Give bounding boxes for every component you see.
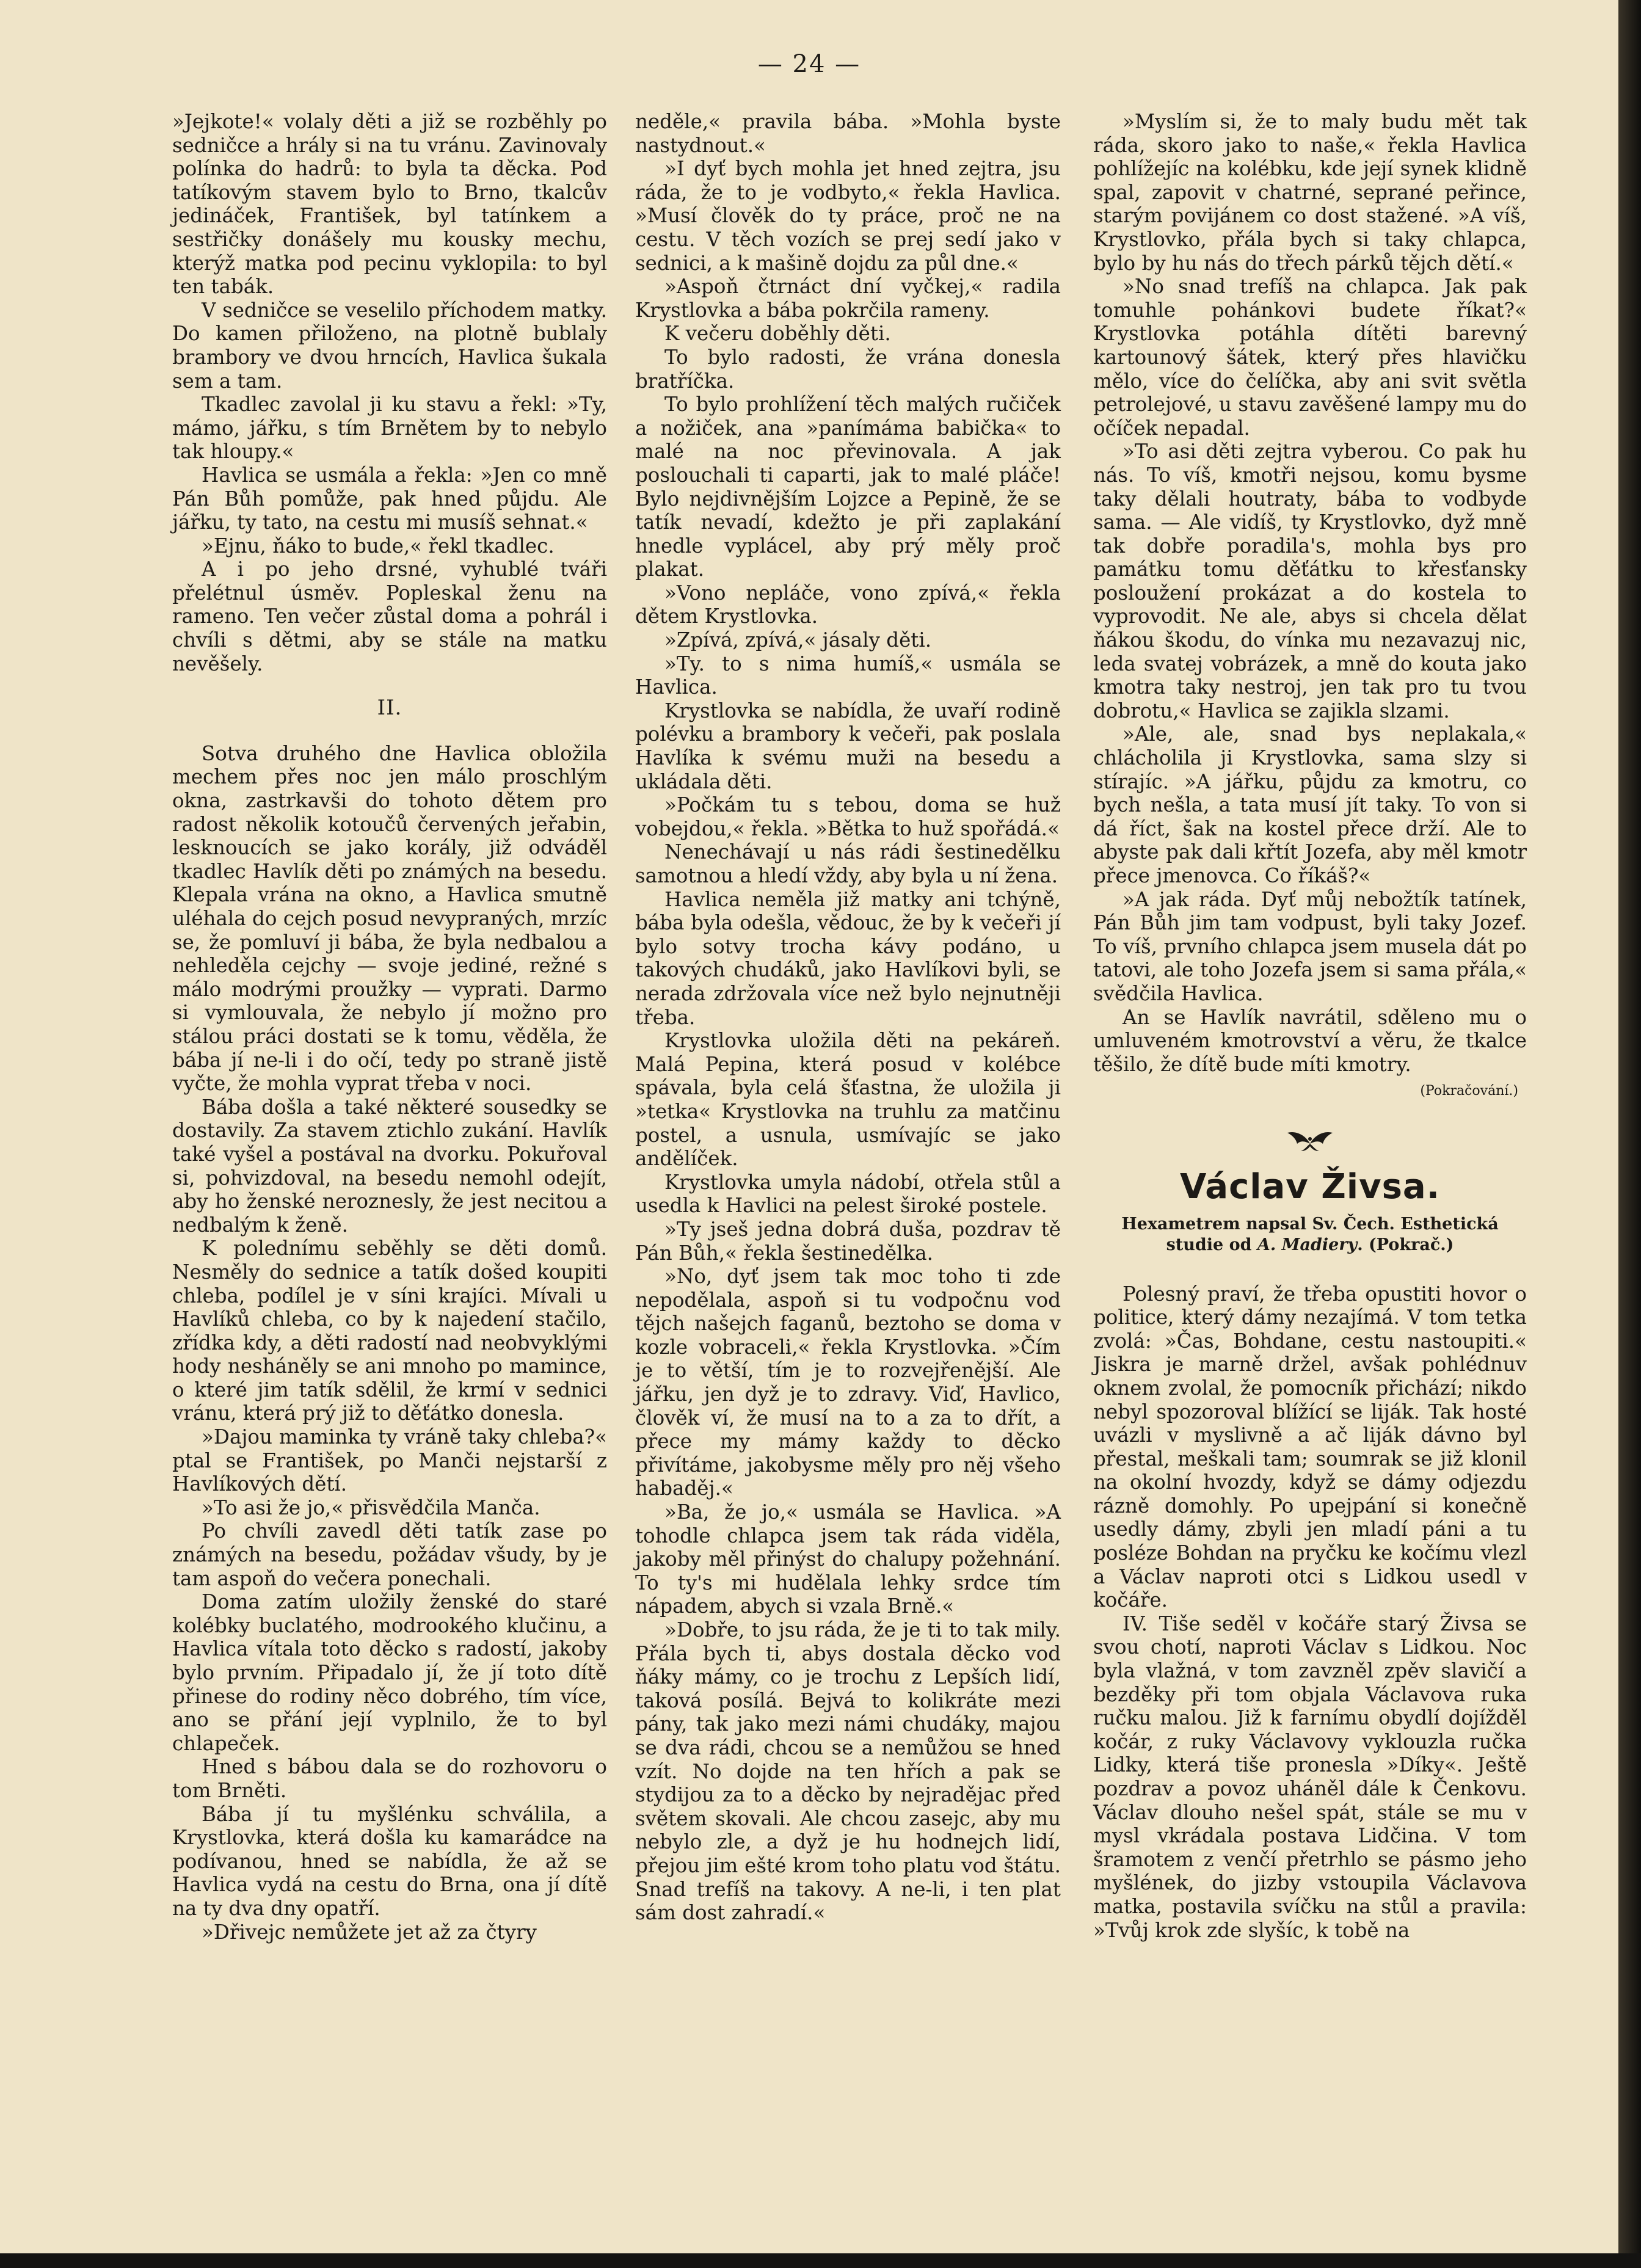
paragraph: »To asi že jo,« přisvědčila Manča. bbox=[202, 1496, 540, 1519]
paragraph: »To asi děti zejtra vyberou. Co pak hu nás. To víš, kmotři nejsou, komu bysme taky dělali houtraty, bába to vodbyde sama. — Ale vidíš, ty Krystlovko, dyž mně tak dobře poradila's, mohla bys pro památku tomu děťátku to křesťansky posloužení prokázat a do kostela to vyprovodit. Ne ale, abys si chcela dělat ňákou škodu, do vínka mu nezavazuj nic, leda svatej vobrázek, a mně do kouta jako kmotra taky nestroj, jen tak pro tu tvou dobrotu,« Havlica se zajikla slzami. bbox=[1093, 440, 1527, 722]
paragraph: »Ba, že jo,« usmála se Havlica. »A tohodle chlapca jsem tak ráda viděla, jakoby měl přinýst do chalupy požehnání. To ty's mi hudělala lehky srdce tím nápadem, abych si vzala Brně.« bbox=[635, 1500, 1061, 1618]
paragraph: To bylo radosti, že vrána donesla bratříčka. bbox=[635, 345, 1061, 393]
paragraph: Krystlovka uložila děti na pekáreň. Malá Pepina, která posud v kolébce spávala, byla celá šťastna, že uložila ji »tetka« Krystlovka na truhlu za matčinu postel, a usnula, usmívajíc se jako andělíček. bbox=[635, 1029, 1061, 1171]
paragraph: Polesný praví, že třeba opustiti hovor o politice, který dámy nezajímá. V tom tetka zvolá: »Čas, Bohdane, cestu nastoupiti.« Jiskra je marně držel, avšak pohlédnuv oknem zvolal, že pomocník přichází; nikdo nebyl spozoroval blížící se liják. Tak hosté uvázli v myslivně a ač liják dávno byl přestal, meškali tam; soumrak se již klonil na okolní hvozdy, když se dámy odjezdu rázně domohly. Po upejpání si konečně usedly dámy, zbyli jen mladí páni a tu posléze Bohdan na pryčku ke kočímu vlezl a Václav naproti otci s Lidkou usedl v kočáře. bbox=[1093, 1282, 1527, 1612]
paragraph: »No, dyť jsem tak moc toho ti zde nepodělala, aspoň si tu vodpočnu vod tějch našejch faganů, beztoho se doma v kozle vobraceli,« řekla Krystlovka. »Čím je to větší, tím je to rozvejřenější. Ale jářku, jen dyž je to zdravy. Viď, Havlico, člověk ví, že musí na to a za to dřít, a přece my mámy každy to děcko přivítáme, jakobysme měly pro něj všeho habaděj.« bbox=[635, 1265, 1061, 1500]
page-edge-shadow bbox=[1618, 0, 1641, 2268]
paragraph: »Jejkote!« volaly děti a již se rozběhly po sedničce a hrály si na tu vránu. Zavinovaly polínka do hadrů: to byla ta děcka. Pod tatíkovým stavem bylo to Brno, tkalcův jedináček, František, byl tatínkem a sestřičky donášely mu kousky mechu, kterýž matka pod pecinu vyklopila: to byl ten tabák. bbox=[172, 110, 607, 299]
paragraph: »Aspoň čtrnáct dní vyčkej,« radila Krystlovka a bába pokrčila rameny. bbox=[635, 275, 1061, 322]
article-title: Václav Živsa. bbox=[1180, 1166, 1440, 1207]
paragraph: »Myslím si, že to maly budu mět tak ráda, skoro jako to naše,« řekla Havlica pohlížejíc na kolébku, kde její synek klidně spal, zapovit v chatrné, seprané peřince, starým povijánem co dost stažené. »A víš, Krystlovko, přála bych si taky chlapca, bylo by hu nás do třech párků tějch dětí.« bbox=[1093, 110, 1527, 275]
paragraph: Krystlovka umyla nádobí, otřela stůl a usedla k Havlici na pelest široké postele. bbox=[635, 1170, 1061, 1218]
paragraph: Krystlovka se nabídla, že uvaří rodině polévku a brambory k večeři, pak poslala Havlíka k svému muži na besedu a ukládala děti. bbox=[635, 699, 1061, 793]
paragraph: »No snad trefíš na chlapca. Jak pak tomuhle pohánkovi budete říkat?« Krystlovka potáhla dítěti barevný kartounový šátek, který přes hlavičku mělo, více do čelíčka, aby ani svit světla petrolejové, u stavu zavěšené lampy mu do očíček nepadal. bbox=[1093, 275, 1527, 440]
continued-note: (Pokračování.) bbox=[1420, 1083, 1518, 1099]
paragraph: K večeru doběhly děti. bbox=[664, 322, 891, 346]
paragraph: Nenechávají u nás rádi šestinedělku samotnou a hledí vždy, aby byla u ní žena. bbox=[635, 840, 1061, 887]
subtitle-author: A. Madiery bbox=[1257, 1235, 1358, 1254]
paragraph: »Ty jseš jedna dobrá duša, pozdrav tě Pán Bůh,« řekla šestinedělka. bbox=[635, 1217, 1061, 1265]
subtitle-prefix: Hexametrem napsal Sv. Čech. Esthetická studie od bbox=[1121, 1214, 1499, 1254]
paragraph: Sotva druhého dne Havlica obložila mechem přes noc jen málo proschlým okna, zastrkavši do tohoto dětem pro radost několik kotoučů červených jeřabin, lesknoucích se jako korály, již odváděl tkadlec Havlík děti po známých na besedu. Klepala vrána na okno, a Havlica smutně uléhala do cejch posud nevypraných, mrzíc se, že pomluví ji bába, že byla nedbalou a nehleděla cejchy — svoje jediné, režné s málo modrými proužky — vyprati. Darmo si vymlouvala, že nebylo jí možno pro stálou práci dostati se k tomu, věděla, že bába jí ne-li i do očí, tedy po straně jistě vyčte, že mohla vyprat třeba v noci. bbox=[172, 741, 607, 1096]
fleuron-icon bbox=[1283, 1125, 1337, 1152]
paragraph: Tkadlec zavolal ji ku stavu a řekl: »Ty, mámo, jářku, s tím Brnětem by to nebylo tak hloupy.« bbox=[172, 393, 607, 463]
paragraph: »Dajou maminka ty vráně taky chleba?« ptal se František, po Manči nejstarší z Havlíkových dětí. bbox=[172, 1425, 607, 1496]
paragraph: neděle,« pravila bába. »Mohla byste nastydnout.« bbox=[635, 110, 1061, 157]
paragraph: »Počkám tu s tebou, doma se huž vobejdou,« řekla. »Bětka to huž spořádá.« bbox=[635, 793, 1061, 840]
subtitle-suffix: . (Pokrač.) bbox=[1357, 1235, 1454, 1254]
article-subtitle bbox=[1093, 1214, 1527, 1256]
paragraph: »Ale, ale, snad bys neplakala,« chlácholila ji Krystlovka, sama slzy si stírajíc. »A jářku, půjdu za kmotru, co bych nešla, a tata musí jít taky. To von si dá říct, šak na kostel přece drží. Ale to abyste pak dali křtít Jozefa, aby měl kmotr přece jmenovca. Co říkáš?« bbox=[1093, 722, 1527, 887]
section-heading: II. bbox=[377, 696, 402, 721]
paragraph: »Zpívá, zpívá,« jásaly děti. bbox=[664, 628, 932, 652]
paragraph: Bába jí tu myšlénku schválila, a Krystlovka, která došla ku kamarádce na podívanou, hned se nabídla, že až se Havlica vydá na cestu do Brna, ona jí dítě na ty dva dny opatří. bbox=[172, 1802, 607, 1920]
paragraph: »A jak ráda. Dyť můj nebožtík tatínek, Pán Bůh jim tam vodpust, byli taky Jozef. To víš, prvního chlapca jsem musela dát po tatovi, ale toho Jozefa jsem si sama přála,« svědčila Havlica. bbox=[1093, 887, 1527, 1005]
paragraph: K polednímu seběhly se děti domů. Nesměly do sednice a tatík došed koupiti chleba, podílel je v síni krajíci. Mívali u Havlíků chleba, co by k najedení stačilo, zřídka kdy, a děti radostí nad neobvyklými hody nesháněly se ani mnoho po mamince, o které jim tatík sdělil, že krmí v sednici vránu, která prý již to děťátko donesla. bbox=[172, 1237, 607, 1425]
paragraph: »Ejnu, ňáko to bude,« řekl tkadlec. bbox=[202, 534, 555, 558]
paragraph: »Dobře, to jsu ráda, že je ti to tak mily. Přála bych ti, abys dostala děcko vod ňáky mámy, co je trochu z Lepších lidí, taková posílá. Bejvá to kolikráte mezi pány, tak jako mezi námi chudáky, majou se dva rádi, chcou se a nemůžou se hned vzít. No dojde na ten hřích a pak se stydijou za to a děcko by nejradějac před světem skovali. Ale chcou zasejc, aby mu nebylo zle, a dyž je hu hodnejch lidí, přejou jim ešté krom toho platu vod štátu. Snad trefíš na takovy. A ne-li, i ten plat sám dost zahradí.« bbox=[635, 1618, 1061, 1925]
paragraph: Hned s bábou dala se do rozhovoru o tom Brněti. bbox=[172, 1755, 607, 1802]
column-right bbox=[1093, 110, 1527, 1942]
paragraph: »I dyť bych mohla jet hned zejtra, jsu ráda, že to je vodbyto,« řekla Havlica. »Musí člověk do ty práce, proč ne na cestu. V těch vozích se prej sedí jako v sednici, a k mašině dojdu za půl dne.« bbox=[635, 157, 1061, 275]
paragraph: Po chvíli zavedl děti tatík zase po známých na besedu, požádav všudy, by je tam aspoň do večera ponechali. bbox=[172, 1519, 607, 1590]
paragraph: V sedničce se veselilo příchodem matky. Do kamen přiloženo, na plotně bublaly brambory ve dvou hrncích, Havlica šukala sem a tam. bbox=[172, 298, 607, 393]
paragraph: IV. Tiše seděl v kočáře starý Živsa se svou chotí, naproti Václav s Lidkou. Noc byla vlažná, v tom zavzněl zpěv slavičí a bezděky při tom objala Václavova ruka ručku malou. Již k farnímu obydlí dojížděl kočár, z ruky Václavovy vyklouzla ručka Lidky, která tiše pronesla »Díky«. Ještě pozdrav a povoz uháněl dále k Čenkovu. Václav dlouho nešel spát, stále se mu v mysl vkrádala postava Lidčina. V tom šramotem z venčí přetrhlo se pásmo jeho myšlének, do jizby vstoupila Václavova matka, postavila svíčku na stůl a pravila: »Tvůj krok zde slyšíc, k tobě na bbox=[1093, 1612, 1527, 1942]
page-number: — 24 — bbox=[757, 50, 861, 78]
column-left bbox=[172, 110, 607, 1944]
paragraph: To bylo prohlížení těch malých ručiček a nožiček, ana »panímáma babička« to malé na noc převinovala. A jak poslouchali ti caparti, jak to malé pláče! Bylo nejdivnějším Lojzce a Pepině, že se tatík nevadí, kdežto je při zaplakání hnedle vyplácel, aby prý měly proč plakat. bbox=[635, 393, 1061, 581]
paragraph: Havlica se usmála a řekla: »Jen co mně Pán Bůh pomůže, pak hned půjdu. Ale jářku, ty tato, na cestu mi musíš sehnat.« bbox=[172, 463, 607, 534]
paragraph: »Dřivejc nemůžete jet až za čtyry bbox=[202, 1920, 537, 1944]
page-bottom-edge bbox=[0, 2253, 1641, 2268]
column-middle bbox=[635, 110, 1061, 1925]
paragraph: A i po jeho drsné, vyhublé tváři přelétnul úsměv. Popleskal ženu na rameno. Ten večer zůstal doma a pohrál i chvíli s dětmi, aby se stále na matku nevěšely. bbox=[172, 558, 607, 675]
paragraph: Doma zatím uložily ženské do staré kolébky buclatého, modrookého klučinu, a Havlica vítala toto děcko s radostí, jakoby bylo prvním. Připadalo jí, že jí toto dítě přinese do rodiny něco dobrého, tím více, ano se přání její vyplnilo, že to byl chlapeček. bbox=[172, 1590, 607, 1755]
paragraph: An se Havlík navrátil, sděleno mu o umluveném kmotrovství a věru, že tkalce těšilo, že dítě bude míti kmotry. bbox=[1093, 1005, 1527, 1076]
paragraph: »Vono nepláče, vono zpívá,« řekla dětem Krystlovka. bbox=[635, 581, 1061, 628]
paragraph: Bába došla a také některé sousedky se dostavily. Za stavem ztichlo zukání. Havlík také vyšel a postával na dvorku. Pokuřoval si, pohvizdoval, na besedu nemohl odejít, aby ho ženské neroznesly, že jest necitou a nedbalým k ženě. bbox=[172, 1095, 607, 1237]
paragraph: »Ty. to s nima humíš,« usmála se Havlica. bbox=[635, 652, 1061, 699]
paragraph: Havlica neměla již matky ani tchýně, bába byla odešla, vědouc, že by k večeři jí bylo sotvy trocha kávy podáno, u takových chudáků, jako Havlíkovi byli, se nerada zdržovala více než bylo nejnutněji třeba. bbox=[635, 887, 1061, 1029]
